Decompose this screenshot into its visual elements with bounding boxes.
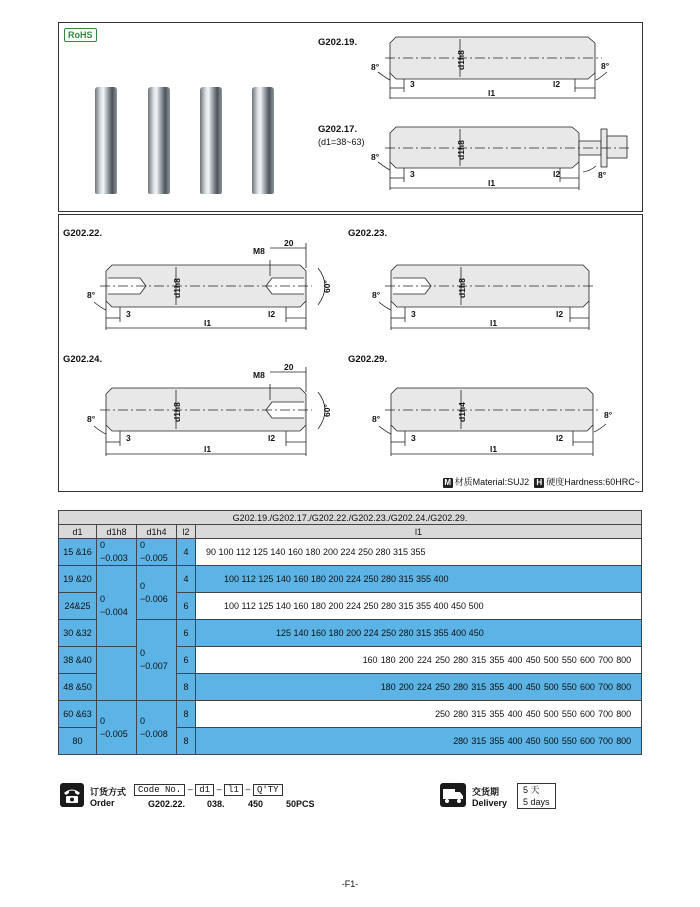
cell-l2: 6 <box>177 647 196 674</box>
g19-angle-left: 8° <box>371 62 380 72</box>
header-l1: l1 <box>196 525 642 539</box>
cell-d1: 15 &16 <box>59 539 97 566</box>
g24-diameter: d1h8 <box>172 402 182 422</box>
spec-table <box>58 510 642 755</box>
g23-dim-l1: l1 <box>490 318 498 328</box>
material-note <box>443 475 640 488</box>
note-g202-17: (d1=38~63) <box>318 137 365 147</box>
table-row <box>59 620 642 647</box>
cell-l1: 100 112 125 140 160 180 200 224 250 280 315 355 400 <box>196 566 642 593</box>
dash: – <box>216 784 222 794</box>
code-no-box: Code No. <box>134 784 185 796</box>
g22-dim-3: 3 <box>126 309 131 319</box>
hardness-text: 硬度Hardness:60HRC~ <box>546 477 640 487</box>
d1-box: d1 <box>195 784 214 796</box>
g17-dim-3: 3 <box>410 169 415 179</box>
dash: – <box>187 784 193 794</box>
g22-dim-l1: l1 <box>204 318 212 328</box>
delivery-days-en: 5 days <box>523 797 550 807</box>
delivery-days <box>517 783 556 809</box>
cell-h4-tol: 0 −0.008 <box>137 701 177 755</box>
diagram-variants <box>0 210 700 480</box>
cell-h8-tol: 0 −0.005 <box>97 701 137 755</box>
order-example-l1: 450 <box>248 799 264 809</box>
cell-l2: 4 <box>177 566 196 593</box>
cell-d1: 30 &32 <box>59 620 97 647</box>
g22-angle-left: 8° <box>87 290 96 300</box>
g24-dim-l2: l2 <box>268 433 276 443</box>
g23-angle-left: 8° <box>372 290 381 300</box>
cell-h8-empty <box>97 647 137 701</box>
header-l2: l2 <box>177 525 196 539</box>
delivery-en: Delivery <box>472 798 508 808</box>
cell-h8-tol: 0 −0.004 <box>97 566 137 647</box>
diagram-top <box>0 0 700 210</box>
cell-l1: 125 140 160 180 200 224 250 280 315 355 400 450 <box>196 620 642 647</box>
g19-diameter: d1h8 <box>456 50 466 70</box>
cell-l2: 8 <box>177 728 196 755</box>
cell-h8-tol: 0 −0.003 <box>97 539 137 566</box>
g23-diameter: d1h8 <box>457 278 467 298</box>
g17-dim-l1: l1 <box>488 178 496 188</box>
cell-l2: 4 <box>177 539 196 566</box>
g19-angle-right: 8° <box>601 61 610 71</box>
cell-l2: 8 <box>177 701 196 728</box>
cell-d1: 48 &50 <box>59 674 97 701</box>
g24-angle60: 60° <box>322 404 332 417</box>
delivery-cn: 交货期 <box>472 787 500 797</box>
label-g202-23: G202.23. <box>348 228 388 239</box>
cell-l1: 280 315 355 400 450 500 550 600 700 800 <box>196 728 642 755</box>
g29-dim-l1: l1 <box>490 444 498 454</box>
cell-l1: 250 280 315 355 400 450 500 550 600 700 800 <box>196 701 642 728</box>
g29-diameter: d1h4 <box>457 402 467 422</box>
l1-box: l1 <box>224 784 243 796</box>
label-g202-22: G202.22. <box>63 228 103 239</box>
g22-diameter: d1h8 <box>172 278 182 298</box>
g17-dim-l2: l2 <box>553 169 561 179</box>
phone-icon <box>60 783 84 807</box>
table-row <box>59 539 642 566</box>
g29-angle-left: 8° <box>372 414 381 424</box>
material-text: 材质Material:SUJ2 <box>454 477 530 487</box>
cell-l1: 100 112 125 140 160 180 200 224 250 280 315 355 400 450 500 <box>196 593 642 620</box>
table-row <box>59 566 642 593</box>
g22-dim-l2: l2 <box>268 309 276 319</box>
g17-diameter: d1h8 <box>456 140 466 160</box>
delivery-days-cn: 5 天 <box>523 785 540 795</box>
rohs-badge: RoHS <box>64 28 97 42</box>
g19-dim-l2: l2 <box>553 79 561 89</box>
g29-angle-right: 8° <box>604 410 613 420</box>
cell-d1: 24&25 <box>59 593 97 620</box>
header-d1: d1 <box>59 525 97 539</box>
hardness-icon: H <box>534 478 544 488</box>
g17-angle-right: 8° <box>598 170 607 180</box>
g24-dim-l1: l1 <box>204 444 212 454</box>
cell-h4-tol: 0 −0.007 <box>137 620 177 701</box>
table-row <box>59 701 642 728</box>
truck-icon <box>440 783 466 807</box>
cell-l2: 6 <box>177 593 196 620</box>
order-cn: 订货方式 <box>90 787 127 797</box>
g23-dim-l2: l2 <box>556 309 564 319</box>
order-example-code: G202.22. <box>148 799 186 809</box>
qty-box: Q'TY <box>253 784 283 796</box>
g17-angle-left: 8° <box>371 152 380 162</box>
g19-dim-l1: l1 <box>488 88 496 98</box>
header-d1h4: d1h4 <box>137 525 177 539</box>
cell-h4-tol: 0 −0.005 <box>137 539 177 566</box>
g23-dim-3: 3 <box>411 309 416 319</box>
order-example-d1: 038. <box>207 799 225 809</box>
label-g202-19: G202.19. <box>318 37 358 48</box>
label-g202-17: G202.17. <box>318 124 358 135</box>
cell-l1: 160 180 200 224 250 280 315 355 400 450 500 550 600 700 800 <box>196 647 642 674</box>
cell-h4-tol: 0 −0.006 <box>137 566 177 620</box>
order-en: Order <box>90 798 115 808</box>
cell-d1: 80 <box>59 728 97 755</box>
g24-thread: M8 <box>253 370 265 380</box>
g24-angle-left: 8° <box>87 414 96 424</box>
g29-dim-l2: l2 <box>556 433 564 443</box>
table-title: G202.19./G202.17./G202.22./G202.23./G202.24./G202.29. <box>59 511 642 525</box>
cell-d1: 19 &20 <box>59 566 97 593</box>
cell-l1: 90 100 112 125 140 160 180 200 224 250 280 315 355 <box>196 539 642 566</box>
dash: – <box>245 784 251 794</box>
cell-d1: 38 &40 <box>59 647 97 674</box>
cell-l2: 6 <box>177 620 196 647</box>
g22-thread: M8 <box>253 246 265 256</box>
cell-l1: 180 200 224 250 280 315 355 400 450 500 550 600 700 800 <box>196 674 642 701</box>
g24-dim-3: 3 <box>126 433 131 443</box>
order-example-qty: 50PCS <box>286 799 315 809</box>
material-icon: M <box>444 478 451 487</box>
g29-dim-3: 3 <box>411 433 416 443</box>
g22-angle60: 60° <box>322 280 332 293</box>
order-format <box>134 784 283 795</box>
header-d1h8: d1h8 <box>97 525 137 539</box>
g24-depth: 20 <box>284 362 294 372</box>
g19-dim-3: 3 <box>410 79 415 89</box>
cell-d1: 60 &63 <box>59 701 97 728</box>
label-g202-29: G202.29. <box>348 354 388 365</box>
label-g202-24: G202.24. <box>63 354 103 365</box>
page-number: -F1- <box>341 879 359 889</box>
cell-l2: 8 <box>177 674 196 701</box>
g22-depth: 20 <box>284 238 294 248</box>
